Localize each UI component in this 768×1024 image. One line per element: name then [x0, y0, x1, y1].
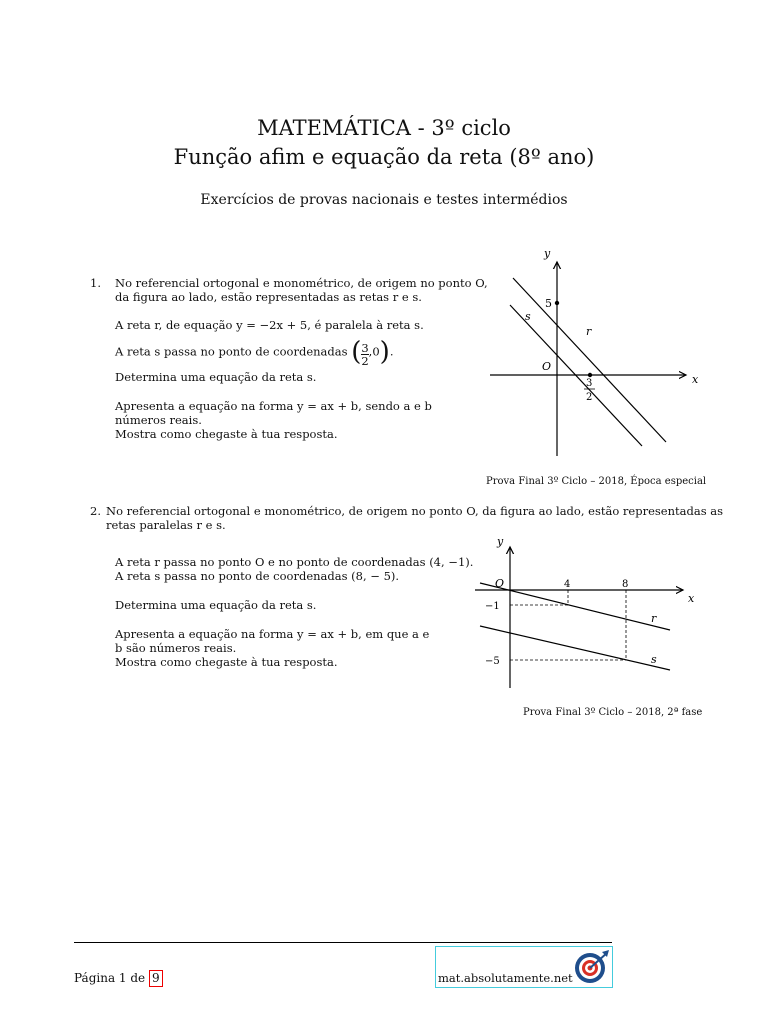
- target-arrow-icon: [572, 948, 612, 986]
- ex2-intro-line1: No referencial ortogonal e monométrico, de origem no ponto O, da figura ao lado, estão representadas as: [106, 504, 724, 518]
- ex1-point-y5: [555, 301, 559, 305]
- ex2-line-r: A reta r passa no ponto O e no ponto de coordenadas (4, −1).: [115, 555, 474, 569]
- footer-divider: [74, 942, 612, 943]
- page-indicator: [74, 970, 163, 987]
- ex1-number: 1.: [90, 276, 101, 290]
- ex2-task: Determina uma equação da reta s.: [115, 598, 317, 612]
- ex1-origin-label: O: [542, 360, 552, 373]
- ex2-origin-label: O: [495, 577, 505, 590]
- ex2-intro-line2: retas paralelas r e s.: [106, 518, 226, 532]
- ex1-point-num: 3: [361, 341, 369, 355]
- ex1-form-line1: Apresenta a equação na forma y = ax + b, sendo a e b: [115, 399, 432, 413]
- ex2-tick-y1: −1: [485, 601, 500, 612]
- page-subtitle-topic: Função afim e equação da reta (8º ano): [173, 145, 595, 169]
- ex1-point-den: 2: [361, 354, 369, 368]
- ex1-line-s: A reta s passa no ponto de coordenadas ( $\frac{3}{2}$ ,0).: [115, 336, 394, 368]
- ex2-axis-y-label: y: [497, 535, 504, 548]
- ex1-intro-line1: No referencial ortogonal e monométrico, de origem no ponto O,: [115, 276, 488, 290]
- ex1-tick-y: 5: [545, 297, 552, 310]
- ex1-source: Prova Final 3º Ciclo – 2018, Época especial: [486, 476, 707, 487]
- ex1-point-rest: ,0: [368, 344, 380, 359]
- ex1-label-r: r: [586, 325, 592, 338]
- ex2-line-s: [480, 626, 670, 670]
- ex2-form-line2: b são números reais.: [115, 641, 237, 655]
- ex2-show: Mostra como chegaste à tua resposta.: [115, 655, 338, 669]
- ex1-tick-x-num: 3: [586, 378, 593, 389]
- ex2-figure: [455, 530, 700, 695]
- ex1-tick-x-den: 2: [586, 392, 593, 403]
- ex1-task: Determina uma equação da reta s.: [115, 370, 317, 384]
- ex1-form-line2: números reais.: [115, 413, 202, 427]
- ex1-label-s: s: [525, 310, 531, 323]
- page-subtitle: Exercícios de provas nacionais e testes intermédios: [200, 192, 568, 208]
- ex1-point-end: .: [389, 344, 394, 359]
- ex2-line-s: A reta s passa no ponto de coordenadas (8, − 5).: [115, 569, 400, 583]
- ex2-form-line1: Apresenta a equação na forma y = ax + b, em que a e: [115, 627, 430, 641]
- ex2-number: 2.: [90, 504, 101, 518]
- page-indicator-label: Página 1 de: [74, 971, 149, 985]
- ex1-axis-x-label: x: [692, 373, 699, 386]
- ex2-tick-x1: 4: [564, 579, 571, 590]
- ex1-line-s-prefix: A reta s passa no ponto de coordenadas: [115, 344, 348, 359]
- page-title: MATEMÁTICA - 3º ciclo: [257, 116, 511, 140]
- ex1-point-x32: [588, 373, 592, 377]
- ex1-axis-y-label: y: [544, 247, 551, 260]
- ex2-source: Prova Final 3º Ciclo – 2018, 2ª fase: [523, 707, 703, 718]
- page-total-link[interactable]: 9: [149, 970, 163, 987]
- ex2-tick-y2: −5: [485, 656, 500, 667]
- site-link[interactable]: [435, 946, 613, 988]
- ex2-label-r: r: [651, 612, 657, 625]
- ex2-tick-x2: 8: [622, 579, 629, 590]
- site-link-text[interactable]: mat.absolutamente.net: [438, 971, 573, 985]
- ex1-show: Mostra como chegaste à tua resposta.: [115, 427, 338, 441]
- ex1-intro-line2: da figura ao lado, estão representadas as retas r e s.: [115, 290, 422, 304]
- ex2-axis-x-label: x: [688, 592, 695, 605]
- ex1-line-r: [513, 278, 666, 442]
- ex1-figure: [480, 240, 705, 465]
- ex1-line-r: A reta r, de equação y = −2x + 5, é paralela à reta s.: [115, 318, 424, 332]
- ex2-label-s: s: [651, 653, 657, 666]
